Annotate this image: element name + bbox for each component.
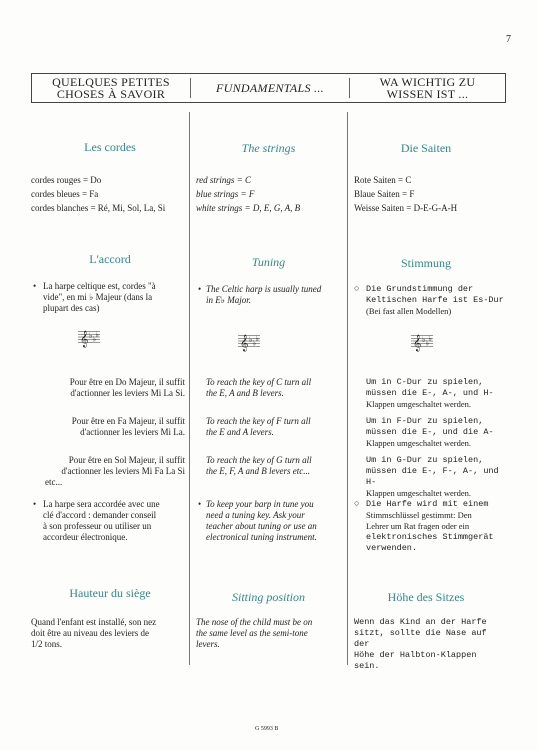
header-fr [32, 74, 190, 102]
heading-strings-en: The strings [241, 141, 296, 155]
treble-clef-staff-icon [238, 330, 260, 352]
text-line: Die Harfe wird mit einem [366, 499, 489, 509]
header-box [31, 73, 506, 103]
header-de [350, 74, 505, 102]
text-line: levers. [196, 639, 220, 649]
seat-text-fr [31, 617, 186, 650]
text-line: To reach the key of C turn all [206, 377, 312, 387]
text-line: müssen die E-, und die A- [366, 427, 494, 437]
text-line: Stimmschlüssel gestimmt: Den [366, 510, 472, 520]
tuning-c-major-de [366, 377, 504, 410]
page-number: 7 [506, 34, 511, 45]
treble-clef-staff-icon [411, 330, 433, 352]
svg-text:♭: ♭ [252, 338, 257, 348]
text-line: d'actionner les leviers Mi La. [80, 427, 185, 437]
text-line: accordeur électronique. [43, 532, 128, 542]
tuning-intro-en [198, 284, 344, 306]
text-line: Pour être en Do Majeur, il suffit [69, 377, 185, 387]
text-line: La harpe celtique est, cordes "à [43, 281, 156, 291]
text-line: etc... [45, 477, 63, 487]
svg-text:♭: ♭ [422, 334, 426, 344]
heading-strings-de: Die Saiten [400, 141, 452, 155]
text-line: doit être au niveau des leviers de [31, 628, 149, 638]
text-line: vide", en mi [43, 292, 87, 302]
text-line: To keep your barp in tune you [206, 499, 314, 509]
text-line: teacher about tuning or use an [206, 521, 317, 531]
bullet: • [198, 284, 202, 294]
tuning-g-major-fr [31, 455, 185, 488]
strings-en-line: red strings = C [196, 175, 251, 185]
tuning-key-en [198, 499, 344, 543]
seat-text-en [196, 617, 344, 650]
svg-text:♭: ♭ [428, 334, 432, 343]
svg-text:𝄞: 𝄞 [412, 334, 422, 352]
text-line: Höhe der Halbton-Klappen sein. [354, 650, 477, 671]
text-line: sitzt, sollte die Nase auf der [354, 628, 487, 649]
text-line: the E and A levers. [206, 427, 274, 437]
bullet: • [33, 499, 37, 509]
bullet: • [198, 499, 202, 509]
tuning-key-de [354, 499, 504, 554]
tuning-g-major-de [366, 455, 504, 499]
svg-text:𝄞: 𝄞 [79, 330, 89, 348]
tuning-c-major-en [206, 377, 344, 399]
text-line: the same level as the semi-tone [196, 628, 308, 638]
text-line: Klappen umgeschaltet werden. [366, 488, 472, 498]
treble-clef-staff-icon [78, 326, 100, 348]
text-line: elektronisches Stimmgerät [366, 532, 494, 542]
text-line: need a tuning key. Ask your [206, 510, 305, 520]
text-line: Keltischen Harfe ist Es-Dur [366, 295, 504, 305]
text-line: Quand l'enfant est installé, son nez [31, 617, 157, 627]
header-fr-line2: CHOSES À SAVOIR [56, 87, 166, 101]
heading-tuning-fr: L'accord [89, 252, 131, 266]
tuning-c-major-fr [31, 377, 185, 399]
text-line: Pour être en Sol Majeur, il suffit [68, 455, 185, 465]
column-divider-1 [189, 112, 190, 665]
header-de-line1: WA WICHTIG ZU [379, 75, 476, 89]
text-line: d'actionner les leviers Mi Fa La Si [61, 466, 185, 476]
heading-seat-en: Sitting position [231, 590, 305, 604]
svg-text:♭: ♭ [89, 330, 93, 340]
text-line: Die Grundstimmung der [366, 284, 474, 294]
svg-text:♭: ♭ [255, 334, 259, 343]
column-divider-2 [347, 112, 348, 665]
text-line: verwenden. [366, 543, 418, 553]
svg-text:♭: ♭ [95, 330, 99, 339]
text-line: the E, F, A and B levers etc... [206, 466, 310, 476]
strings-fr-line: cordes bleues = Fa [31, 189, 99, 199]
strings-en-line: blue strings = F [196, 189, 255, 199]
heading-strings-fr: Les cordes [84, 140, 136, 154]
bullet: • [33, 281, 37, 291]
text-line: The nose of the child must be on [196, 617, 313, 627]
text-line: Wenn das Kind an der Harfe [354, 617, 487, 627]
tuning-f-major-en [206, 416, 344, 438]
strings-de-line: Rote Saiten = C [354, 175, 412, 185]
text-line: müssen die E-, A-, und H- [366, 388, 494, 398]
strings-en-line: white strings = D, E, G, A, B [196, 203, 301, 213]
text-line: Klappen umgeschaltet werden. [366, 438, 472, 448]
strings-de-line: Weisse Saiten = D-E-G-A-H [354, 203, 458, 213]
heading-seat-de: Höhe des Sitzes [387, 590, 465, 604]
svg-text:♭: ♭ [249, 334, 253, 344]
heading-seat-fr: Hauteur du siège [69, 586, 151, 600]
text-line: La harpe sera accordée avec une [43, 499, 160, 509]
text-line: Um in G-Dur zu spielen, [366, 455, 484, 465]
text-line: in E [206, 295, 221, 305]
text-line: Um in F-Dur zu spielen, [366, 416, 484, 426]
svg-text:♭: ♭ [92, 334, 97, 344]
tuning-key-fr [33, 499, 185, 543]
strings-list-de [354, 173, 504, 215]
tuning-f-major-de [366, 416, 504, 449]
strings-list-en [196, 173, 346, 215]
text-line: 1/2 tons. [31, 639, 63, 649]
text-line: plupart des cas) [43, 303, 100, 313]
text-line: To reach the key of F turn all [206, 416, 311, 426]
seat-text-de [354, 617, 504, 672]
svg-text:𝄞: 𝄞 [239, 334, 249, 352]
bullet: ○ [354, 284, 360, 294]
bullet: ○ [354, 499, 360, 509]
header-fr-line1: QUELQUES PETITES [52, 75, 170, 89]
text-line: Major. [227, 295, 252, 305]
strings-fr-line: cordes blanches = Ré, Mi, Sol, La, Si [31, 203, 166, 213]
text-line: d'actionner les leviers Mi La Si. [70, 388, 185, 398]
svg-text:♭: ♭ [425, 338, 430, 348]
text-line: Pour être en Fa Majeur, il suffit [71, 416, 185, 426]
text-line: Lehrer um Rat fragen oder ein [366, 521, 470, 531]
header-en: FUNDAMENTALS ... [216, 81, 324, 95]
catalog-number: G 5993 B [255, 726, 279, 732]
strings-fr-line: cordes rouges = Do [31, 175, 102, 185]
text-line: à son professeur ou utiliser un [43, 521, 152, 531]
text-line: clé d'accord : demander conseil [43, 510, 157, 520]
heading-tuning-en: Tuning [251, 255, 286, 269]
text-line: The Celtic harp is usually tuned [206, 284, 322, 294]
text-line: müssen die E-, F-, A-, und H- [366, 466, 499, 487]
tuning-intro-de [354, 284, 504, 317]
text-line: Um in C-Dur zu spielen, [366, 377, 484, 387]
text-line: electronical tuning instrument. [206, 532, 317, 542]
tuning-g-major-en [206, 455, 344, 477]
flat-symbol: ♭ [220, 295, 225, 305]
strings-de-line: Blaue Saiten = F [354, 189, 415, 199]
header-de-line2: WISSEN IST ... [386, 87, 469, 101]
text-line: To reach the key of G turn all [206, 455, 312, 465]
text-line: the E, A and B levers. [206, 388, 284, 398]
heading-tuning-de: Stimmung [400, 256, 451, 270]
strings-list-fr [31, 173, 189, 215]
text-line: (Bei fast allen Modellen) [366, 306, 452, 316]
tuning-f-major-fr [31, 416, 185, 438]
text-line: Majeur (dans la [95, 292, 153, 302]
tuning-intro-fr [33, 281, 185, 314]
text-line: Klappen umgeschaltet werden. [366, 399, 472, 409]
flat-symbol: ♭ [89, 292, 94, 302]
